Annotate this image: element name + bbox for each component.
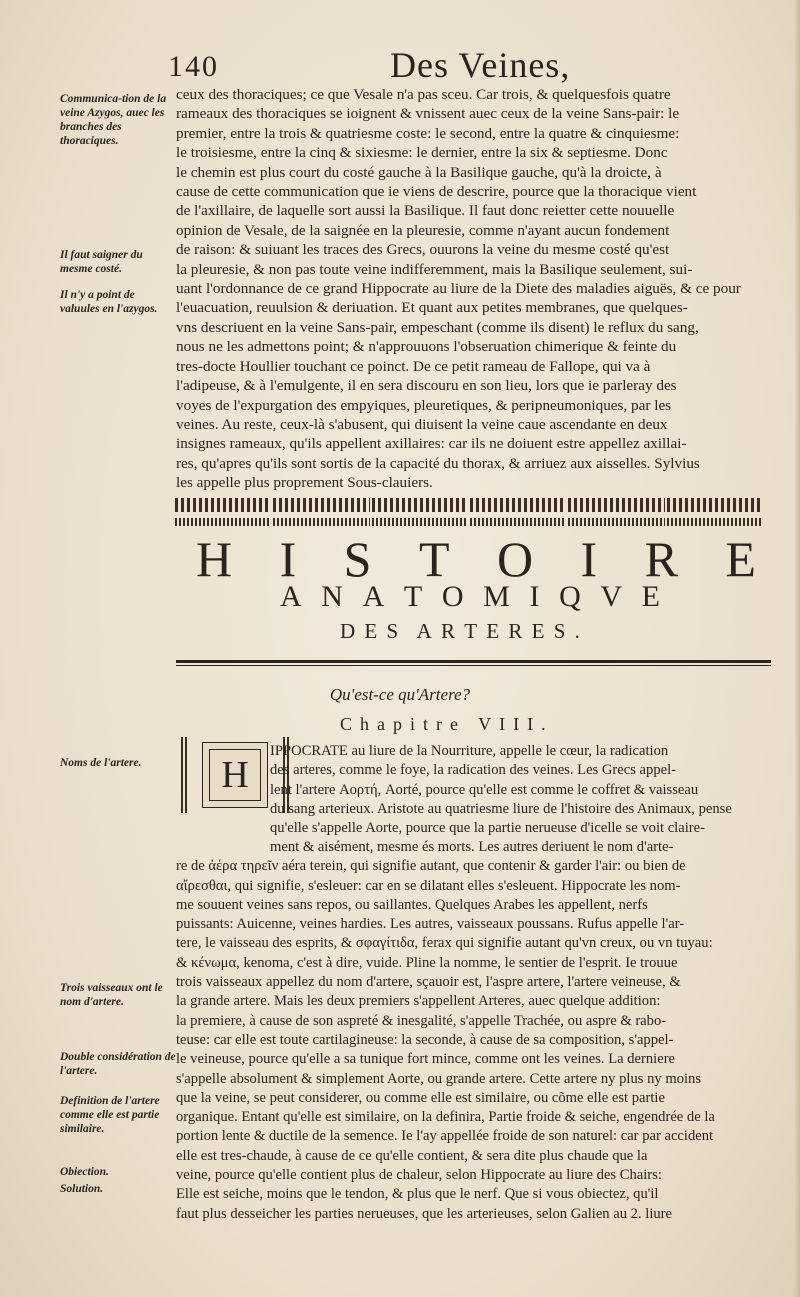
text-line: lent l'artere Αορτή, Aorté, pource qu'elle est comme le coffret & vaisseau <box>270 781 699 798</box>
text-line: des arteres, comme le foye, la radication des veines. Les Grecs appel- <box>270 762 677 779</box>
text-line: αἴρεσθαι, qui signifie, s'esleuer: car en se dilatant elles s'esleuent. Hippocrate les nom- <box>176 877 681 894</box>
margin-note: Communica-tion de la veine Azygos, auec les branches des thoraciques. <box>60 93 167 147</box>
text-line: tere, le vaisseau des esprits, & σφαγίτιδα, ferax qui signifie autant qu'vn creux, ou vn tuyau: <box>176 935 713 952</box>
text-line: le troisiesme, entre la cinq & sixiesme: le dernier, entre la six & septiesme. Donc <box>176 144 668 162</box>
divider-rule <box>176 665 771 666</box>
text-line: qu'elle s'appelle Aorte, pource que la partie nerueuse d'icelle se voit claire- <box>270 820 705 837</box>
page-number: 140 <box>168 50 219 83</box>
text-line: voyes de l'expurgation des empyiques, pleuretiques, & peripneumoniques, par les <box>176 396 672 414</box>
title-histoire: H I S T O I R E <box>196 531 756 587</box>
chapter-question: Qu'est-ce qu'Artere? <box>329 685 471 704</box>
text-line: re de ἀέρα τηρεῖν aéra terein, qui signifie autant, que contenir & garder l'air: ou bien de <box>176 858 686 875</box>
ornament-unit <box>175 498 271 528</box>
margin-note: Definition de l'artere comme elle est partie similaire. <box>60 1095 160 1135</box>
page-edge <box>794 0 800 1297</box>
text-line: s'appelle absolument & simplement Aorte, ou grande artere. Cette artere ny plus ny moins <box>176 1070 702 1087</box>
text-line: puissants: Auicenne, veines hardies. Les autres, vaisseaux poussans. Rufus appelle l'ar- <box>176 916 685 933</box>
ornament-unit <box>372 498 468 528</box>
text-line: opinion de Vesale, de la saignée en la pleuresie, comme n'ayant aucun fondement <box>176 221 670 239</box>
ornamental-band <box>174 498 764 528</box>
text-line: portion lente & ductile de la semence. Ie l'ay appellée froide de son naturel: car par accident <box>176 1128 714 1145</box>
text-line: rameaux des thoraciques se ioignent & vnissent auec ceux de la veine Sans-pair: le <box>176 105 680 123</box>
text-line: les appelle plus proprement Sous-clauiers. <box>176 474 433 492</box>
dropcap-letter: H <box>209 749 261 801</box>
text-line: faut plus desseicher les parties nerueuses, que les arterieuses, selon Galien au 2. liure <box>176 1205 673 1222</box>
text-line: le veineuse, pource qu'elle a sa tunique fort mince, comme ont les veines. La derniere <box>176 1051 676 1068</box>
text-line: uant l'ordonnance de ce grand Hippocrate au liure de la Diete des maladies aiguës, & ce pour <box>176 280 741 298</box>
divider-rule <box>176 660 771 663</box>
text-line: l'adipeuse, & à l'emulgente, il en sera discouru en son lieu, lors que ie parleray des <box>176 377 677 395</box>
text-line: tres-docte Houllier touchant ce poinct. De ce petit rameau de Fallope, qui va à <box>176 357 651 375</box>
text-line: premier, entre la trois & quatriesme coste: le second, entre la quatre & cinquiesme: <box>176 124 680 142</box>
text-line: cause de cette communication que ie viens de descrire, pource que la thoracique vient <box>176 183 697 201</box>
chapter-heading: Chapitre VIII. <box>340 714 554 734</box>
chapter-intro <box>270 742 772 838</box>
text-line: du sang arterieux. Aristote au quatriesme liure de l'histoire des Animaux, pense <box>270 800 732 817</box>
text-line: ment & aisément, mesme és morts. Les autres deriuent le nom d'arte- <box>270 839 674 855</box>
text-line: de raison: & suiuant les traces des Grecs, ouurons la veine du mesme costé qu'est <box>176 241 670 259</box>
ornament-unit <box>568 498 664 528</box>
title-des-arteres: D E S A R T E R E S . <box>340 619 580 643</box>
text-line: le chemin est plus court du costé gauche à la Basilique gauche, qu'à la droicte, à <box>176 163 662 181</box>
text-line: que la veine, se peut considerer, ou comme elle est similaire, ou cõme elle est partie <box>176 1089 665 1106</box>
dropcap <box>202 742 268 808</box>
ornament-unit <box>667 498 763 528</box>
text-line: res, qu'apres qu'ils sont sortis de la capacité du thorax, & arriuez aux aisselles. Sylvius <box>176 454 700 472</box>
text-line: de l'axillaire, de laquelle sort aussi la Basilique. Il faut donc reietter cette nouuelle <box>176 202 675 220</box>
text-line: la premiere, à cause de son aspreté & inesgalité, s'appelle Trachée, ou aspre & rabo- <box>176 1012 667 1029</box>
margin-note: Trois vaisseaux ont le nom d'artere. <box>60 982 163 1008</box>
text-line: veines. Au reste, ceux-là s'abusent, qui diuisent la veine caue ascendante en deux <box>176 415 668 433</box>
margin-note: Il n'y a point de valuules en l'azygos. <box>60 289 158 315</box>
text-line: la grande artere. Mais les deux premiers s'appellent Arteres, auec quelque addition: <box>176 993 661 1010</box>
margin-note: Double considération de l'artere. <box>60 1051 176 1077</box>
margin-note: Il faut saigner du mesme costé. <box>60 249 143 275</box>
chapter-body <box>176 838 772 1224</box>
text-line: veine, pource qu'elle contient plus de chaleur, selon Hippocrate au liure des Chairs: <box>176 1167 662 1184</box>
margin-note: Obiection. <box>60 1166 109 1178</box>
text-line: me souuent veines sans repos, ou saillantes. Quelques Arabes les appellent, nerfs <box>176 896 648 913</box>
text-line: & κένωμα, kenoma, c'est à dire, vuide. Pline la nomme, le sentier de l'esprit. Ie trouue <box>176 954 678 971</box>
title-anatomique: A N A T O M I Q V E <box>280 580 660 613</box>
text-line: organique. Entant qu'elle est similaire, on la definira, Partie froide & seiche, engendrée de la <box>176 1109 715 1126</box>
ornament-unit <box>470 498 566 528</box>
margin-note: Noms de l'artere. <box>60 757 142 769</box>
text-line: IPPOCRATE au liure de la Nourriture, appelle le cœur, la radication <box>270 743 669 759</box>
text-line: insignes rameaux, qu'ils appellent axillaires: car ils ne doiuent estre appellez axillai- <box>176 435 687 453</box>
text-line: teuse: car elle est toute cartilagineuse: la seconde, à cause de sa composition, s'appel- <box>176 1031 674 1048</box>
margin-note: Solution. <box>60 1183 104 1195</box>
running-title: Des Veines, <box>390 45 571 85</box>
text-line: nous ne les admettons point; & n'approuuons l'obseruation chimerique & feinte du <box>176 338 677 356</box>
paragraph-1 <box>176 85 772 493</box>
text-line: ceux des thoraciques; ce que Vesale n'a pas sceu. Car trois, & quelquesfois quatre <box>176 86 671 103</box>
text-line: elle est tres-chaude, à cause de ce qu'elle contient, & sera dite plus chaude que la <box>176 1147 648 1164</box>
text-line: l'euacuation, reuulsion & deriuation. Et quant aux petites membranes, que quelques- <box>176 299 688 317</box>
text-line: trois vaisseaux appellez du nom d'artere, sçauoir est, l'aspre artere, l'artere veineuse, & <box>176 974 681 991</box>
text-line: la pleuresie, & non pas toute veine indifferemment, mais la Basilique seulement, sui- <box>176 260 693 278</box>
text-line: Elle est seiche, moins que le tendon, & plus que le nerf. Que si vous obiectez, qu'il <box>176 1186 659 1203</box>
text-line: vns descriuent en la veine Sans-pair, empeschant (comme ils disent) le reflux du sang, <box>176 318 699 336</box>
ornament-unit <box>273 498 369 528</box>
